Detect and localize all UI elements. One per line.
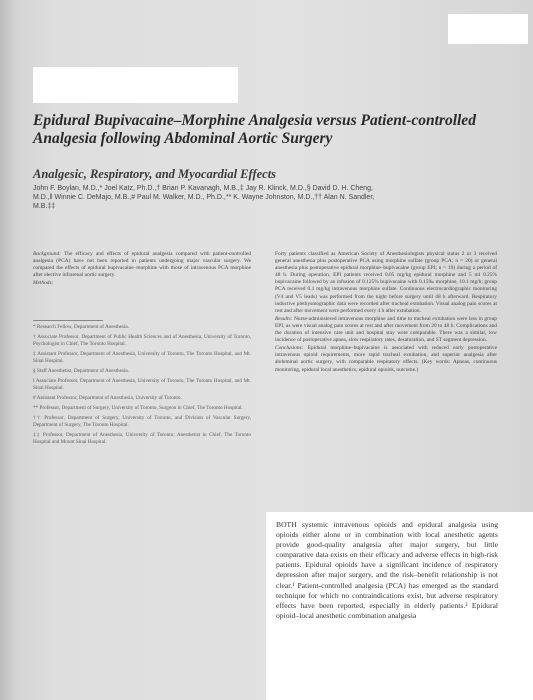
footnote-rule [33,320,103,321]
background-text: The efficacy and effects of epidural analgesia compared with patient-controlled analgesia (PCA) have not been reported in patients undergoing major vascular surgery. We compared the effects of epidural bupivacaine–morphine with those of intravenous PCA morphine after elective infrarenal aortic surgery. [33,251,251,278]
footnote: ‖ Associate Professor, Department of Anesthesia, University of Toronto, The Toronto Hospital, and Mt. Sinai Hospital. [33,378,251,391]
abstract-background [33,251,251,279]
methods-label: Methods: [33,280,54,286]
article-title: Epidural Bupivacaine–Morphine Analgesia versus Patient-controlled Analgesia following Abdominal Aortic Surgery [33,112,476,147]
conclusions-text: Epidural morphine–bupivacaine is associated with reduced early postoperative intravenous opioid requirements, more rapid tracheal extubation, and superior analgesia after abdominal aortic surgery, with comparable respiratory effects. (Key words: Apneas, continuous monitoring, epidural local anesthetics, epidural opioids, outcome.) [275,345,497,373]
abstract-conclusions [275,345,497,373]
abstract-left-column [33,251,251,288]
scan-shadow [0,0,14,700]
footnote: # Assistant Professor, Department of Anesthesia, University of Toronto. [33,395,182,401]
redacted-journal-block [33,67,238,103]
footnote: * Research Fellow, Department of Anesthesia. [33,324,130,330]
footnote: † Associate Professor, Department of Public Health Sciences and of Anesthesia, University of Toronto, Psychologist in Chief, The Toronto Hospital. [33,334,251,347]
conclusions-label: Conclusions: [275,345,304,352]
article-subtitle: Analgesic, Respiratory, and Myocardial Effects [33,167,277,181]
footnote: ‡‡ Professor, Department of Anesthesia, University of Toronto; Anesthetist in Chief, The Toronto Hospital and Mount Sinai Hospital. [33,432,251,445]
background-label: Background: [33,251,61,257]
footnote: ** Professor, Department of Surgery, University of Toronto, Surgeon in Chief, The Toronto Hospital. [33,405,243,411]
abstract-right-column [275,251,497,375]
footnote: § Staff Anesthetist, Department of Anesthesia. [33,368,129,374]
footnote: ‡ Assistant Professor, Department of Anesthesia, University of Toronto, The Toronto Hospital, and Mt. Sinai Hospital. [33,351,251,364]
body-paragraph: BOTH systemic intravenous opioids and epidural analgesia using opioids either alone or in combination with local anesthetic agents provide good-quality analgesia after major surgery, but little comparative data exists on their efficacy and adverse effects in high-risk patients. Epidural opioids have a significant incidence of respiratory depression after major surgery, and the risk–benefit relationship is not clear.¹ Patient-controlled analgesia (PCA) has emerged as the standard technique for which no contraindications exist, but adverse respiratory effects have been reported, especially in elderly patients.² Epidural opioid–local anesthetic combination analgesia [276,520,498,620]
abstract-results [275,316,497,344]
abstract-methods: Forty patients classified as American Society of Anesthesiologists physical status 2 or 3 received general anesthesia plus postoperative PCA using morphine sulfate (group PCA; n = 20) or general anesthesia plus postoperative epidural morphine–bupivacaine (group EPI; n = 19) during a period of 48 h. During operation, EPI patients received 0.05 mg/kg epidural morphine and 5 ml 0.25% bupivacaine followed by an infusion of 0.125% bupivacaine with 0.15‰ morphine, 10.1 mg/h; group PCA received 0.1 mg/kg intravenous morphine sulfate. Continuous electrocardiographic monitoring (V4 and V5 leads) was performed from the night before surgery until 48 h afterward. Respiratory inductive plethysmographic data were recorded after tracheal extubation. Visual analog pain scores at rest and after movement were performed every 4 h after extubation. [275,251,497,314]
author-list: John F. Boylan, M.D.,* Joel Katz, Ph.D.,† Brian P. Kavanagh, M.B.,‡ Jay R. Klinck, M.D.,§ David D. H. Cheng, M.D.,‖ Winnie C. DeMajo, M.B.,# Paul M. Walker, M.D., Ph.D.,** K. Wayne Johnston, M.D.,†† Alan N. Sandler, M.B.‡‡ [33,185,375,210]
results-label: Results: [275,315,293,322]
results-text: Nurse-administered intravenous morphine and time to tracheal extubation were less in group EPI, as were visual analog pain scores at rest and after movement from 20 to 48 h. Complications and the duration of intensive care unit and hospital stay were comparable. There was a similar, low incidence of postoperative apnea, slow respiratory rates, desaturation, and ST segment depression. [275,315,497,344]
abstract-methods-start [33,280,251,287]
redacted-header-box [448,14,528,44]
footnotes [33,324,251,449]
footnote: †† Professor, Department of Surgery, University of Toronto, and Division of Vascular Surgery, Department of Surgery, The Toronto Hospital. [33,415,251,428]
